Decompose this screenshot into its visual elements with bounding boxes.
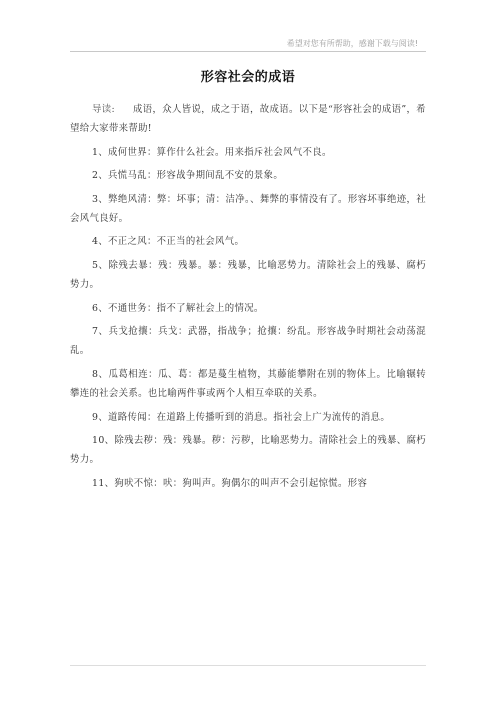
idiom-entry-5: 5、除残去暴：残：残暴。暴：残暴，比喻恶势力。清除社会上的残暴、腐朽势力。 xyxy=(70,259,426,291)
intro-text: 成语，众人皆说，成之于语，故成语。以下是“形容社会的成语”，希望给大家带来帮助! xyxy=(70,104,426,135)
idiom-entry-6: 6、不通世务：指不了解社会上的情况。 xyxy=(92,302,264,314)
idiom-entry-8: 8、瓜葛相连：瓜、葛：都是蔓生植物，其藤能攀附在别的物体上。比喻辗转攀连的社会关系。也比喻两件事或两个人相互牵联的关系。 xyxy=(70,368,426,400)
document-title: 形容社会的成语 xyxy=(200,70,296,85)
intro-label: 导读: xyxy=(92,104,116,115)
idiom-entry-11: 11、狗吠不惊：吠：狗叫声。狗偶尔的叫声不会引起惊慌。形容 xyxy=(92,477,368,489)
document-body xyxy=(70,100,426,497)
idiom-entry-9: 9、道路传闻：在道路上传播听到的消息。指社会上广为流传的消息。 xyxy=(92,411,391,423)
header-divider xyxy=(70,51,426,52)
footer-divider xyxy=(70,665,426,666)
idiom-entry-2: 2、兵慌马乱：形容战争期间乱不安的景象。 xyxy=(92,170,284,182)
idiom-entry-7: 7、兵戈抢攘：兵戈：武器，指战争；抢攘：纷乱。形容战争时期社会动荡混乱。 xyxy=(70,326,426,357)
intro-paragraph xyxy=(70,100,426,138)
idiom-entry-3: 3、弊绝风清：弊：坏事；清：洁净。、舞弊的事情没有了。形容坏事绝迹，社会风气良好。 xyxy=(70,193,426,224)
idiom-entry-1: 1、成何世界：算作什么社会。用来指斥社会风气不良。 xyxy=(92,146,332,158)
idiom-entry-10: 10、除残去秽：残：残暴。秽：污秽，比喻恶势力。清除社会上的残暴、腐朽势力。 xyxy=(70,435,426,466)
idiom-entry-4: 4、不正之风：不正当的社会风气。 xyxy=(92,236,245,248)
header-note: 希望对您有所帮助，感谢下载与阅读! xyxy=(286,39,418,48)
